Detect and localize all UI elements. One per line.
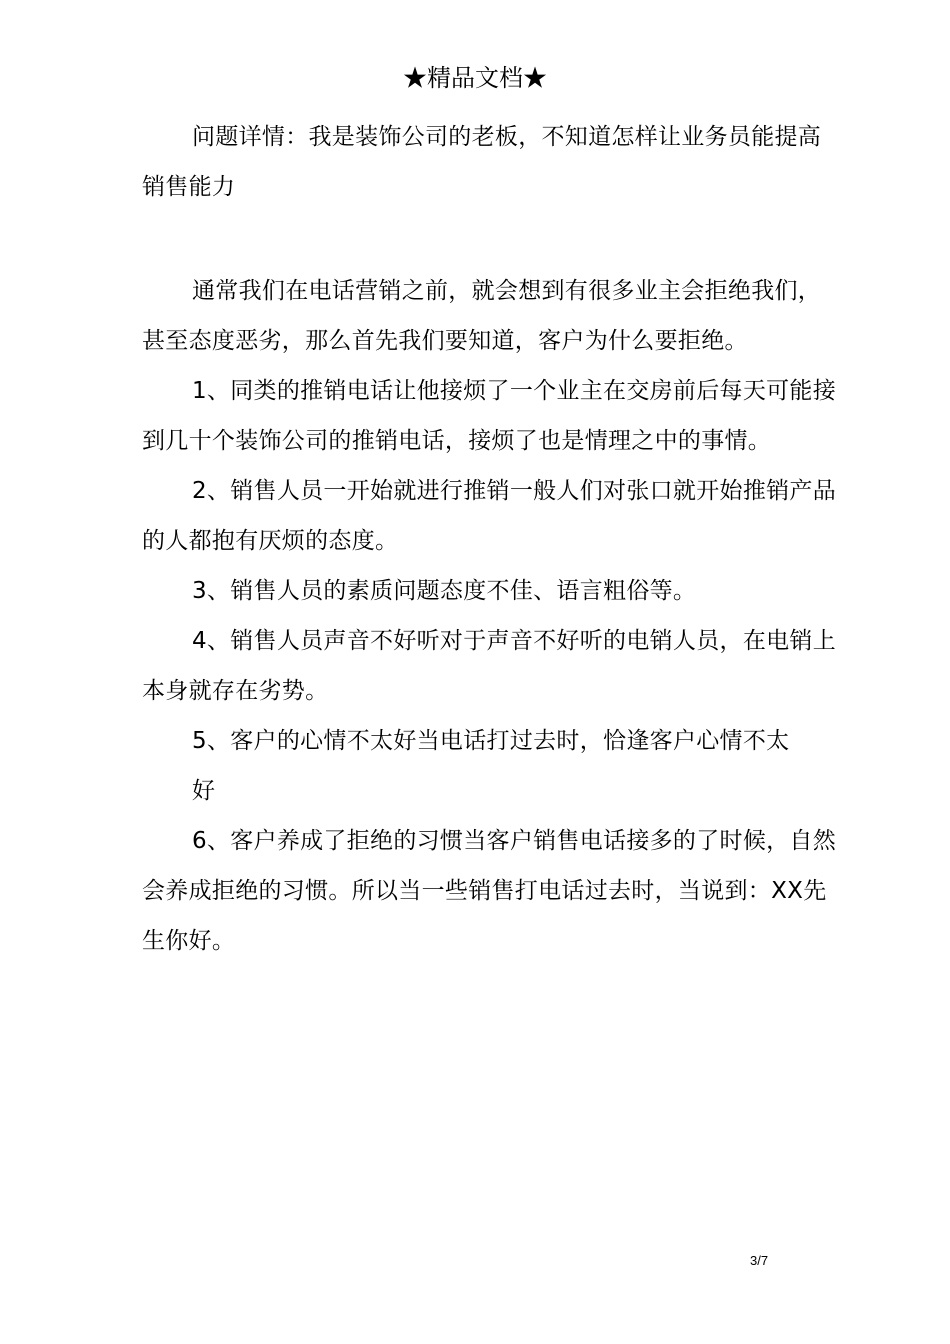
question-paragraph: 问题详情：我是装饰公司的老板，不知道怎样让业务员能提高销售能力 xyxy=(142,124,822,200)
intro-paragraph: 通常我们在电话营销之前，就会想到有很多业主会拒绝我们，甚至态度恶劣，那么首先我们要知道，客户为什么要拒绝。 xyxy=(142,278,822,354)
document-header-title: ★精品文档★ xyxy=(403,64,547,92)
list-item-5-line1: 5、客户的心情不太好当电话打过去时，恰逢客户心情不太 xyxy=(192,728,790,754)
list-item-5 xyxy=(142,716,842,816)
list-item-6: 6、客户养成了拒绝的习惯当客户销售电话接多的了时候，自然会养成拒绝的习惯。所以当一些销售打电话过去时，当说到：XX先生你好。 xyxy=(142,828,837,954)
list-item-3: 3、销售人员的素质问题态度不佳、语言粗俗等。 xyxy=(192,578,697,604)
list-item-2: 2、销售人员一开始就进行推销一般人们对张口就开始推销产品的人都抱有厌烦的态度。 xyxy=(142,478,837,554)
list-item-1: 1、同类的推销电话让他接烦了一个业主在交房前后每天可能接到几十个装饰公司的推销电话，接烦了也是情理之中的事情。 xyxy=(142,378,837,454)
paragraph-spacer xyxy=(142,212,842,266)
page-number: 3/7 xyxy=(750,1253,769,1268)
list-item-4: 4、销售人员声音不好听对于声音不好听的电销人员，在电销上本身就存在劣势。 xyxy=(142,628,837,704)
list-item-5-line2: 好 xyxy=(192,778,216,804)
document-body xyxy=(142,112,842,966)
